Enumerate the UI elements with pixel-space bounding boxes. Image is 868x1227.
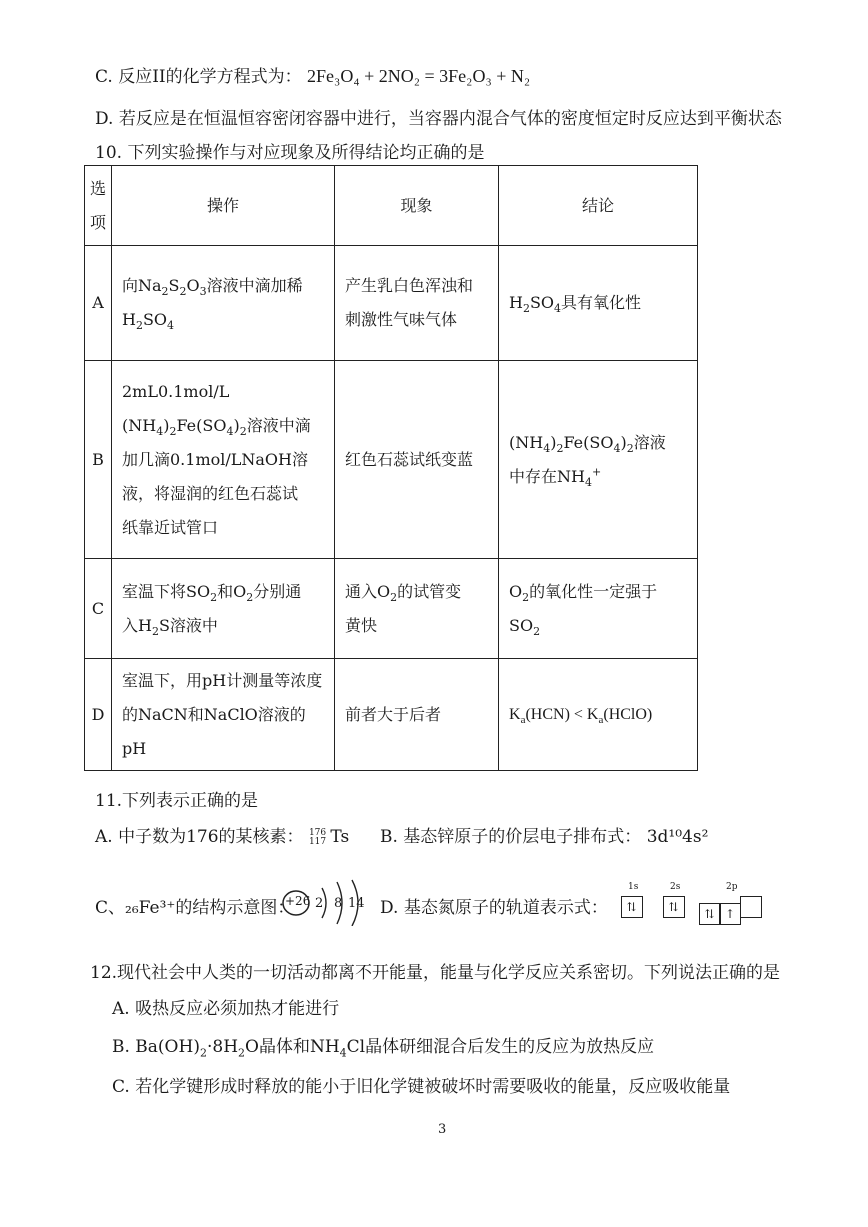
row-conclusion: $(NH_4)_2Fe(SO_4)_2$溶液 中存在$NH_4^+$	[499, 361, 698, 559]
row-operation: 室温下将$SO_2$和$O_2$分别通 入$H_2S$溶液中	[112, 559, 335, 659]
row-option: C	[85, 559, 112, 659]
mass-number: 176	[308, 827, 327, 838]
q9-c-label: C. 反应II的化学方程式为：	[95, 67, 302, 87]
table-row	[85, 659, 698, 771]
q11-stem: 11.下列表示正确的是	[95, 791, 259, 811]
nuclide-numbers	[309, 829, 325, 847]
orbital-2p	[700, 882, 762, 925]
header-option-text: 选项	[89, 178, 106, 232]
table-row	[85, 361, 698, 559]
header-conclusion: 结论	[499, 166, 698, 246]
row-option: D	[85, 659, 112, 771]
label-2s: 2s	[670, 882, 681, 892]
q11-c-text: C、₂₆Fe³⁺的结构示意图：	[95, 898, 295, 918]
label-2p: 2p	[726, 882, 738, 892]
zn-config: 3d¹⁰4s²	[646, 827, 709, 847]
q9-option-c	[95, 62, 530, 87]
q12-option-a: A. 吸热反应必须加热才能进行	[112, 999, 340, 1019]
q12-option-c: C. 若化学键形成时释放的能小于旧化学键被破坏时需要吸收的能量，反应吸收能量	[112, 1077, 731, 1097]
table-row	[85, 559, 698, 659]
q9-option-d: D. 若反应是在恒温恒容密闭容器中进行，当容器内混合气体的密度恒定时反应达到平衡状态	[95, 109, 782, 129]
atomic-structure-diagram	[282, 878, 374, 926]
shell-3: 14	[348, 896, 365, 911]
row-operation: 室温下，用pH计测量等浓度的NaCN和NaClO溶液的pH	[112, 659, 335, 771]
page-number: 3	[438, 1122, 447, 1137]
orbital-1s	[622, 882, 643, 918]
row-operation: 向$Na_2S_2O_3$溶液中滴加稀 $H_2SO_4$	[112, 246, 335, 361]
shell-2: 8	[334, 896, 343, 911]
header-phenomenon: 现象	[335, 166, 499, 246]
box-1s: ⇅	[621, 896, 643, 918]
orbital-2s	[664, 882, 685, 918]
nucleus-charge: +26	[285, 894, 311, 908]
table-row	[85, 246, 698, 361]
orbital-diagram	[622, 882, 762, 921]
row-option: B	[85, 361, 112, 559]
row-phenomenon: 通入$O_2$的试管变 黄快	[335, 559, 499, 659]
row-operation: 2mL0.1mol/L $(NH_4)_2Fe(SO_4)_2$溶液中滴 加几滴0.1mol/LNaOH溶 液，将湿润的红色石蕊试 纸靠近试管口	[112, 361, 335, 559]
row-phenomenon: 产生乳白色浑浊和刺激性气味气体	[335, 246, 499, 361]
q11-option-a	[95, 822, 349, 847]
q11-d-text: D. 基态氮原子的轨道表示式：	[380, 898, 608, 918]
q11-option-d	[380, 893, 608, 918]
q10-stem: 10. 下列实验操作与对应现象及所得结论均正确的是	[95, 143, 485, 163]
label-1s: 1s	[628, 882, 639, 892]
box-2p-2: ↑	[719, 903, 741, 925]
header-option	[85, 166, 112, 246]
q12-stem: 12.现代社会中人类的一切活动都离不开能量，能量与化学反应关系密切。下列说法正确的是	[90, 963, 781, 983]
q11-b-text: B. 基态锌原子的价层电子排布式：	[380, 827, 642, 847]
box-2p-1: ⇅	[699, 903, 721, 925]
q11-option-b	[380, 822, 708, 847]
table-header-row	[85, 166, 698, 246]
row-conclusion: $H_2SO_4$具有氧化性	[499, 246, 698, 361]
row-conclusion: $K_a(HCN)$ < $K_a(HClO)$	[499, 659, 698, 771]
experiment-table	[84, 165, 698, 771]
element-symbol: Ts	[330, 827, 350, 847]
row-phenomenon: 红色石蕊试纸变蓝	[335, 361, 499, 559]
q11-a-text: A. 中子数为176的某核素：	[95, 827, 304, 847]
q12-option-b: B. $Ba(OH)_2\cdot 8H_2O$晶体和$NH_4Cl$晶体研细混合后发生的反应为放热反应	[112, 1037, 655, 1060]
q11-option-c	[95, 893, 294, 918]
box-2p-3	[740, 896, 762, 918]
atomic-number: 117	[308, 836, 327, 847]
shell-1: 2	[315, 896, 324, 911]
row-phenomenon: 前者大于后者	[335, 659, 499, 771]
row-conclusion: $O_2$的氧化性一定强于 $SO_2$	[499, 559, 698, 659]
box-2s: ⇅	[663, 896, 685, 918]
row-option: A	[85, 246, 112, 361]
header-operation: 操作	[112, 166, 335, 246]
q9-c-equation: 2Fe₃O₄ + 2NO₂ = 3Fe₂O₃ + N₂	[307, 66, 531, 86]
